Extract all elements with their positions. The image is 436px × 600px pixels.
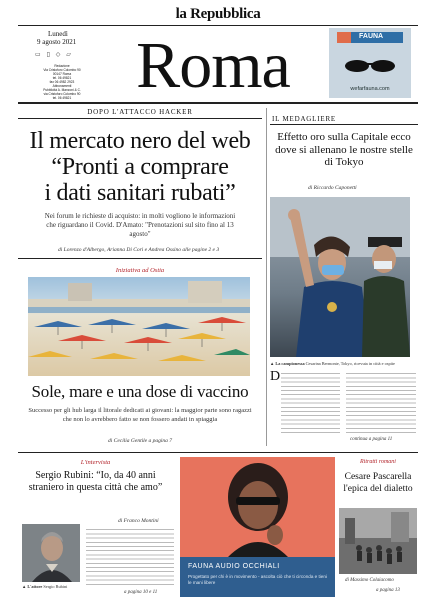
second-byline-text: di Cecilia Gentile bbox=[108, 438, 148, 444]
ad-url: wefarfauna.com bbox=[350, 86, 390, 92]
masthead-date: 9 agosto 2021 bbox=[37, 38, 77, 46]
lottery-icons: ▭ ▯ ◇ ▱ bbox=[35, 51, 73, 58]
caption-arrow-icon: ▲ bbox=[22, 584, 27, 589]
ritratti-headline[interactable]: Cesare Pascarella l'epica del dialetto bbox=[343, 472, 413, 494]
intervista-caption-label: L'attore bbox=[27, 584, 43, 589]
bottom-ad[interactable] bbox=[180, 457, 335, 597]
text-column bbox=[346, 370, 416, 436]
intervista-body bbox=[86, 526, 174, 588]
second-headline[interactable]: Sole, mare e una dose di vaccino bbox=[31, 382, 249, 401]
ritratti-page-ref[interactable]: a pagina 13 bbox=[376, 588, 400, 593]
medagliere-kicker-rule bbox=[270, 124, 418, 125]
info-line: fax 06 4982 2923 bbox=[49, 80, 75, 84]
info-line: Pubblicità A. Manzoni & C. bbox=[43, 88, 81, 92]
ad-flag-accent bbox=[337, 32, 351, 43]
beach-photo bbox=[28, 277, 250, 376]
intervista-page-ref[interactable]: a pagina 10 e 11 bbox=[124, 590, 158, 595]
intervista-caption-text: Sergio Rubini bbox=[43, 584, 68, 589]
medagliere-caption bbox=[270, 361, 418, 366]
info-line: 00147 Roma bbox=[52, 72, 72, 76]
intervista-byline: di Franco Montini bbox=[118, 518, 159, 524]
medagliere-byline: di Riccardo Caponetti bbox=[308, 185, 357, 191]
top-ad[interactable] bbox=[329, 28, 411, 98]
rubini-photo bbox=[22, 524, 80, 582]
masthead-info bbox=[26, 64, 98, 100]
info-line: tel. 06 49821 bbox=[52, 76, 72, 80]
medagliere-body bbox=[270, 370, 418, 436]
ad-brand: FAUNA bbox=[359, 33, 384, 40]
column-divider bbox=[266, 108, 267, 446]
text-column bbox=[281, 370, 340, 436]
ad-bottom-subtitle: Progettato per chi è in movimento - ascolta ciò che ti circonda e tieni le mani libere bbox=[188, 574, 327, 585]
ad-model-image bbox=[180, 457, 335, 557]
info-line: via Cristoforo Colombo 90 bbox=[43, 92, 81, 96]
drop-cap: D bbox=[270, 369, 281, 384]
masthead-rule bbox=[18, 25, 418, 26]
lead-headline-line: i dati sanitari rubati” bbox=[44, 180, 236, 206]
brand-logo: la Repubblica bbox=[175, 6, 261, 22]
ritratti-photo bbox=[339, 508, 417, 574]
lead-headline-line: Il mercato nero del web bbox=[29, 128, 251, 154]
ritratti-byline: di Massimo Colaiacomo bbox=[345, 578, 394, 583]
info-line: tel. 06 49821 bbox=[52, 96, 72, 100]
medagliere-headline[interactable]: Effetto oro sulla Capitale ecco dove si allenano le nostre stelle di Tokyo bbox=[275, 131, 413, 168]
ritratti-kicker: Ritratti romani bbox=[360, 459, 396, 465]
lead-byline bbox=[58, 247, 268, 253]
second-standfirst: Successo per gli hub larga il litorale dedicati ai giovani: la maggior parte sono ragazzi che non lo avrebbero fatto se non fossero andati in spiaggia bbox=[28, 407, 252, 423]
lead-byline-text: di Lorenzo d'Albergo, Arianna Di Cori e Andrea Ossino bbox=[58, 247, 182, 253]
info-line: Redazione bbox=[54, 64, 70, 68]
intervista-headline[interactable]: Sergio Rubini: “Io, da 40 anni straniero in questa città che amo” bbox=[28, 470, 163, 493]
info-line: Via Cristoforo Colombo 90 bbox=[43, 68, 81, 72]
lead-headline-line: “Pronti a comprare bbox=[51, 154, 229, 180]
sunglasses-icon bbox=[343, 58, 397, 72]
lead-kicker: DOPO L'ATTACCO HACKER bbox=[87, 108, 193, 116]
medagliere-caption-text: Cesarina Bermonte, Tokyo, ricevuta in città e ospite bbox=[305, 361, 395, 366]
lead-headline[interactable] bbox=[18, 128, 262, 206]
lead-bottom-rule bbox=[18, 258, 262, 259]
lead-standfirst: Nei forum le richieste di acquisto: in molti vogliono le informazioni che riguardano il Covid. D'Amato: "Prenotazioni sul sito fino al 13 agosto" bbox=[44, 212, 236, 238]
lead-page-ref[interactable]: alle pagine 2 e 3 bbox=[182, 247, 220, 253]
info-line: Abbonamenti bbox=[52, 84, 72, 88]
medagliere-caption-label: La campionessa bbox=[275, 361, 305, 366]
masthead-bottom-rule bbox=[18, 102, 418, 104]
lead-kicker-rule bbox=[18, 118, 262, 119]
intervista-caption bbox=[22, 584, 67, 589]
masthead-title: Roma bbox=[136, 29, 290, 102]
intervista-kicker: L'intervista bbox=[80, 459, 111, 466]
caption-arrow-icon: ▲ bbox=[270, 361, 275, 366]
medagliere-page-ref[interactable]: continua a pagina 11 bbox=[350, 437, 393, 442]
masthead-day: Lunedì bbox=[48, 30, 68, 38]
medagliere-photo bbox=[270, 197, 410, 357]
second-kicker: Iniziativa ad Ostia bbox=[115, 267, 165, 274]
medagliere-kicker: IL MEDAGLIERE bbox=[272, 115, 336, 123]
second-page-ref[interactable]: a pagina 7 bbox=[148, 438, 173, 444]
section-rule bbox=[18, 452, 418, 453]
ad-bottom-title: FAUNA AUDIO OCCHIALI bbox=[188, 563, 280, 570]
second-byline bbox=[108, 438, 258, 444]
